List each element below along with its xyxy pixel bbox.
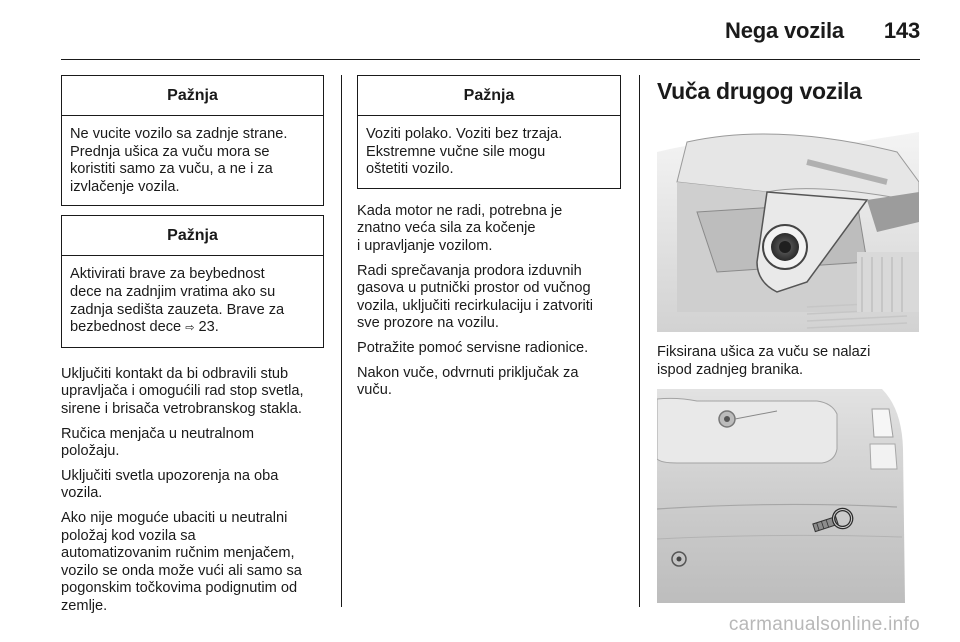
text-line: vuču. [357,382,392,399]
paragraph [357,340,621,358]
text-line: izvlačenje vozila. [70,178,180,195]
text-line: Uključiti kontakt da bi odbravili stub [61,365,289,382]
page-number: 143 [883,18,920,43]
tow-eye-mount-svg [657,122,919,332]
text-line: Voziti polako. Voziti bez trzaja. [366,126,563,142]
page-ref-arrow-icon: ⇨ [185,322,195,335]
paragraph [61,468,324,503]
column-left [61,75,324,622]
text-line: zemlje. [61,597,108,614]
text-line: pogonskim točkovima podignutim od [61,580,298,597]
paragraph [357,365,621,400]
paragraph [61,426,324,461]
rear-bumper-svg [657,389,919,603]
text-line: položaju. [61,443,120,460]
column-divider [341,75,342,607]
paragraph [357,203,621,256]
warning-box-body [358,116,620,188]
watermark: carmanualsonline.info [728,614,920,635]
paragraph [61,510,324,616]
column-middle [357,75,621,407]
page-header [725,18,920,44]
paragraph [61,366,324,419]
warning-box-title: Pažnja [62,216,323,256]
text-line: Kada motor ne radi, potrebna je [357,202,563,219]
text-line: Ručica menjača u neutralnom [61,425,255,442]
text-line: zadnja sedišta zauzeta. Brave za [70,301,285,318]
warning-box-body [62,256,323,346]
warning-box-body [62,116,323,205]
paragraph [357,263,621,333]
text-line: vozilo se onda može vući ali samo sa [61,562,302,579]
text-line: Fiksirana ušica za vuču se nalazi [657,344,871,360]
text-line: ispod zadnjeg branika. [657,361,804,378]
text-line: oštetiti vozilo. [366,161,454,178]
text-line: Aktivirati brave za beybednost [70,266,265,283]
text-line: sve prozore na vozilu. [357,315,499,332]
text-line: položaj kod vozila sa [61,527,196,544]
warning-box [61,75,324,206]
text-line: Prednja ušica za vuču mora se [70,143,270,160]
text-line: vozila, uključiti recirkulaciju i zatvoriti [357,297,594,314]
text-line: Uključiti svetla upozorenja na oba [61,467,279,484]
text-line: gasova u putnički prostor od vučnog [357,280,591,297]
section-title-header: Nega vozila [725,18,844,43]
column-divider [639,75,640,607]
text-line: dece na zadnjim vratima ako su [70,283,276,300]
warning-box-title: Pažnja [62,76,323,116]
text-line: vozila. [61,485,103,502]
text-line: Ekstremne vučne sile mogu [366,143,546,160]
text-fragment: bezbednost dece [70,319,186,336]
section-heading: Vuča drugog vozila [657,78,862,104]
text-line: upravljača i omogućili rad stop svetla, [61,383,304,400]
text-line: sirene i brisača vetrobranskog stakla. [61,400,302,417]
column-right [657,75,919,603]
warning-box [61,215,324,347]
body-paragraphs [61,366,324,616]
text-line: znatno veća sila za kočenje [357,220,536,237]
text-line: koristiti samo za vuču, a ne i za [70,161,273,178]
text-line: Potražite pomoć servisne radionice. [357,339,589,356]
text-line: Ne vucite vozilo sa zadnje strane. [70,126,288,142]
text-line: i upravljanje vozilom. [357,237,493,254]
rear-bumper-tow-eye-illustration [657,389,919,603]
figure-caption [657,344,919,379]
header-rule [61,59,920,60]
tow-eye-mount-illustration [657,122,919,332]
page-ref-link[interactable]: 23. [198,319,219,336]
text-line: automatizovanim ručnim menjačem, [61,545,295,562]
text-line: Nakon vuče, odvrnuti priključak za [357,364,579,381]
text-line: Ako nije moguće ubaciti u neutralni [61,509,288,526]
text-line: Radi sprečavanja prodora izduvnih [357,262,582,279]
warning-box [357,75,621,189]
text-line [70,319,315,338]
body-paragraphs [357,203,621,400]
warning-box-title: Pažnja [358,76,620,116]
